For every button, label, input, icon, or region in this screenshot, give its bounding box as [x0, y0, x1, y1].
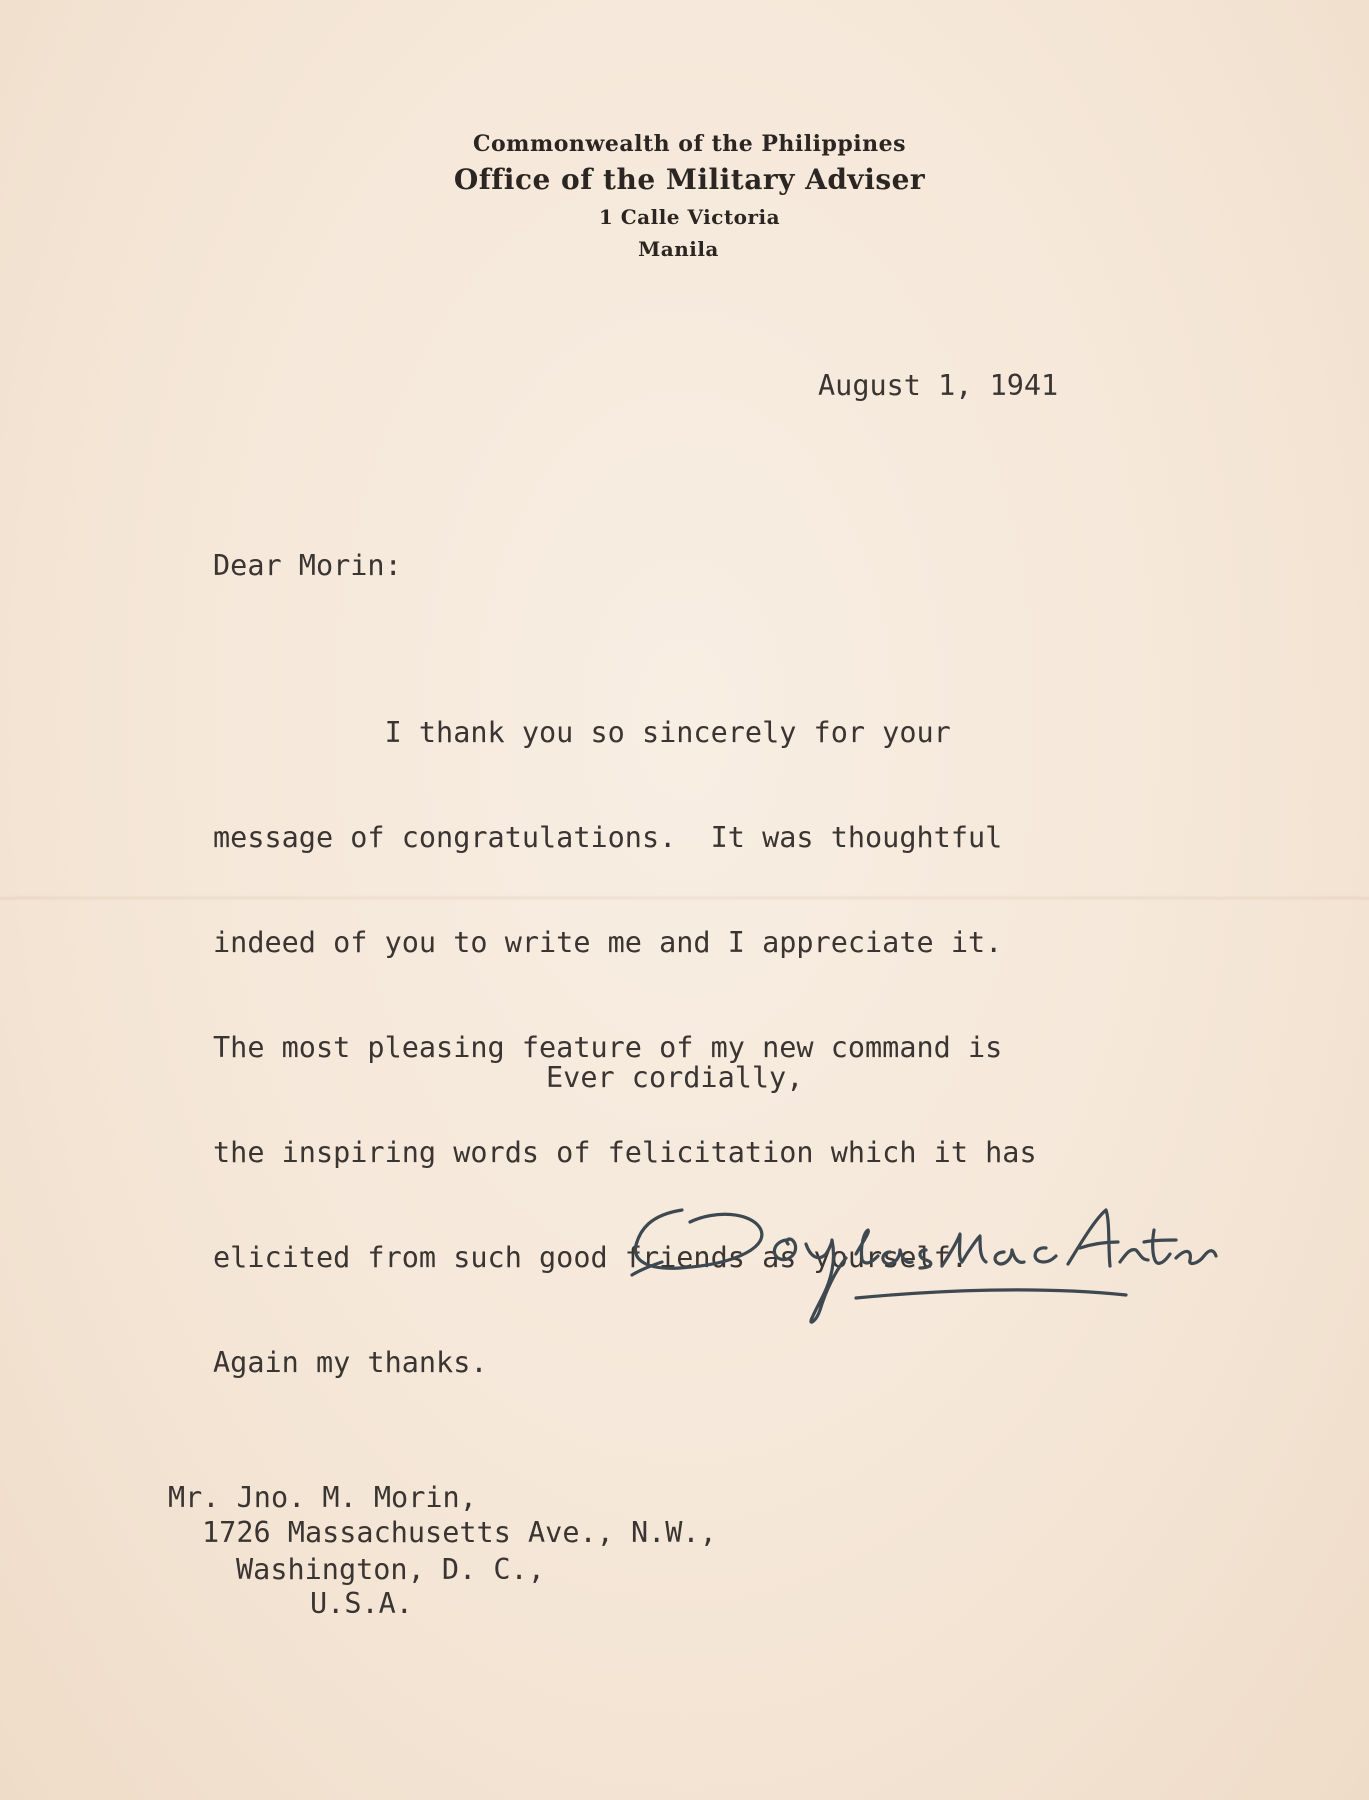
address-line-2: 1726 Massachusetts Ave., N.W., — [202, 1516, 717, 1549]
body-line: The most pleasing feature of my new command is — [213, 1031, 1003, 1064]
closing: Ever cordially, — [546, 1061, 804, 1094]
body-line: the inspiring words of felicitation which it has — [213, 1136, 1037, 1169]
letterhead-line-2: Office of the Military Adviser — [453, 163, 926, 196]
body-line: message of congratulations. It was thoughtful — [213, 821, 1003, 854]
body-line: I thank you so sincerely for your — [213, 716, 951, 749]
body-line: elicited from such good friends as yourself. — [213, 1241, 968, 1274]
salutation: Dear Morin: — [213, 549, 402, 582]
address-line-3: Washington, D. C., — [236, 1553, 545, 1586]
letterhead-line-1: Commonwealth of the Philippines — [473, 131, 906, 157]
letterhead-line-3: 1 Calle Victoria — [598, 205, 781, 229]
body-line: indeed of you to write me and I appreciate it. — [213, 926, 1003, 959]
letterhead — [0, 128, 1369, 264]
letter-date: August 1, 1941 — [818, 369, 1059, 402]
letterhead-line-4: Manila — [638, 237, 719, 261]
body-line: Again my thanks. — [213, 1346, 488, 1379]
handwritten-signature — [620, 1170, 1300, 1340]
address-line-1: Mr. Jno. M. Morin, — [168, 1481, 477, 1514]
address-line-4: U.S.A. — [310, 1587, 413, 1620]
